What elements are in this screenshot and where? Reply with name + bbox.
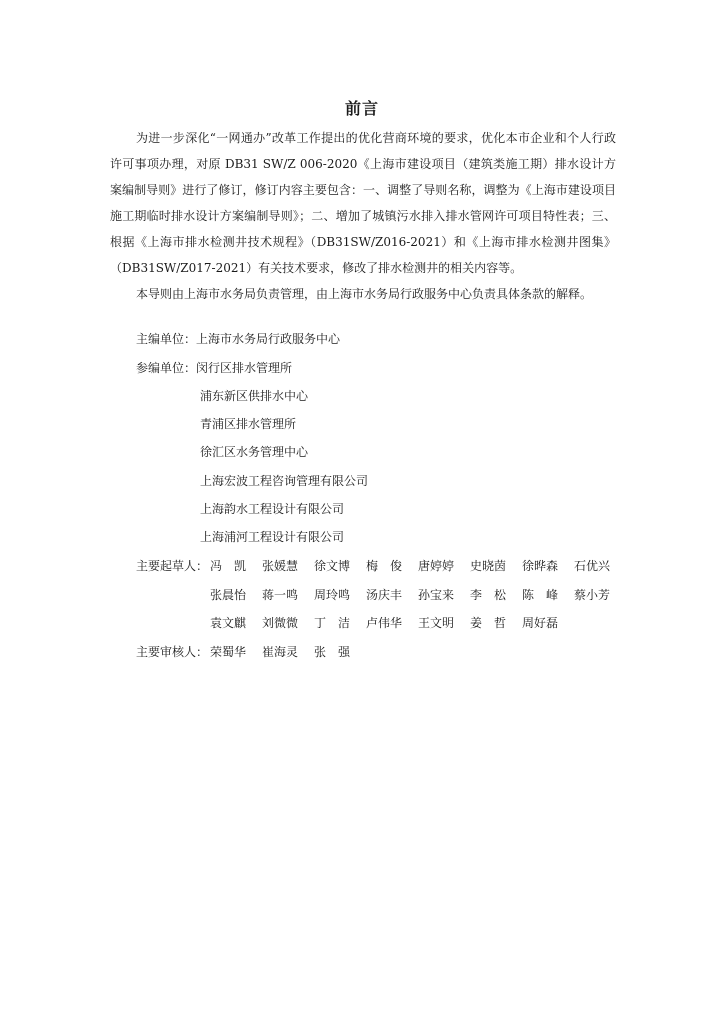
drafter-name: 张媛慧 (262, 559, 299, 573)
co-editor-unit: 闵行区排水管理所 (196, 361, 293, 375)
drafter-name: 徐文博 (314, 559, 351, 573)
drafters-row (210, 553, 626, 579)
page-title: 前言 (344, 99, 379, 118)
drafter-name: 李 松 (470, 588, 507, 602)
drafter-name: 周玲鸣 (314, 588, 351, 602)
drafter-name: 卢伟华 (366, 616, 403, 630)
co-editor-unit: 上海韵水工程设计有限公司 (200, 502, 345, 516)
chief-editor-value: 上海市水务局行政服务中心 (196, 332, 341, 346)
co-editor-unit: 上海宏波工程咨询管理有限公司 (200, 474, 369, 488)
drafter-name: 陈 峰 (522, 588, 559, 602)
co-editor-unit: 徐汇区水务管理中心 (200, 445, 309, 459)
reviewer-name: 张 强 (314, 645, 351, 659)
preface-paragraph-1: 为进一步深化“一网通办”改革工作提出的优化营商环境的要求，优化本市企业和个人行政许可事项办理，对原 DB31 SW/Z 006-2020《上海市建设项目（建筑类施工期）排水设计方案编制导则》进行了修订，修订内容主要包含：一、调整了导则名称，调整为《上海市建设项目施工期临时排水设计方案编制导则》；二、增加了城镇污水排入排水管网许可项目特性表；三、根据《上海市排水检测井技术规程》（DB31SW/Z016-2021）和《上海市排水检测井图集》（DB31SW/Z017-2021）有关技术要求，修改了排水检测井的相关内容等。 (110, 131, 616, 275)
preface-paragraph-2: 本导则由上海市水务局负责管理，由上海市水务局行政服务中心负责具体条款的解释。 (136, 287, 593, 301)
co-editor-unit: 浦东新区供排水中心 (200, 389, 309, 403)
co-editor-unit: 上海浦河工程设计有限公司 (200, 530, 345, 544)
drafters-row (210, 582, 626, 608)
drafter-name: 石优兴 (574, 559, 611, 573)
drafter-name: 梅 俊 (366, 559, 403, 573)
drafter-name: 王文明 (418, 616, 455, 630)
co-editor-line (136, 355, 292, 381)
reviewers-row (210, 639, 366, 665)
drafter-name: 蒋一鸣 (262, 588, 299, 602)
drafter-name: 张晨怡 (210, 588, 247, 602)
drafter-name: 汤庆丰 (366, 588, 403, 602)
reviewers-label: 主要审核人： (136, 645, 209, 659)
chief-editor-label: 主编单位： (136, 332, 197, 346)
drafters-label: 主要起草人： (136, 559, 209, 573)
co-editor-label: 参编单位： (136, 361, 197, 375)
drafter-name: 周好磊 (522, 616, 559, 630)
drafters-row (210, 610, 574, 636)
co-editor-unit: 青浦区排水管理所 (200, 417, 297, 431)
drafter-name: 冯 凯 (210, 559, 247, 573)
drafter-name: 孙宝来 (418, 588, 455, 602)
drafter-name: 袁文麒 (210, 616, 247, 630)
drafter-name: 姜 哲 (470, 616, 507, 630)
chief-editor-line (136, 326, 340, 352)
drafter-name: 刘微微 (262, 616, 299, 630)
reviewer-name: 崔海灵 (262, 645, 299, 659)
drafter-name: 蔡小芳 (574, 588, 611, 602)
drafter-name: 唐婷婷 (418, 559, 455, 573)
drafter-name: 徐晔森 (522, 559, 559, 573)
drafter-name: 史晓茵 (470, 559, 507, 573)
reviewer-name: 荣蜀华 (210, 645, 247, 659)
drafter-name: 丁 洁 (314, 616, 351, 630)
